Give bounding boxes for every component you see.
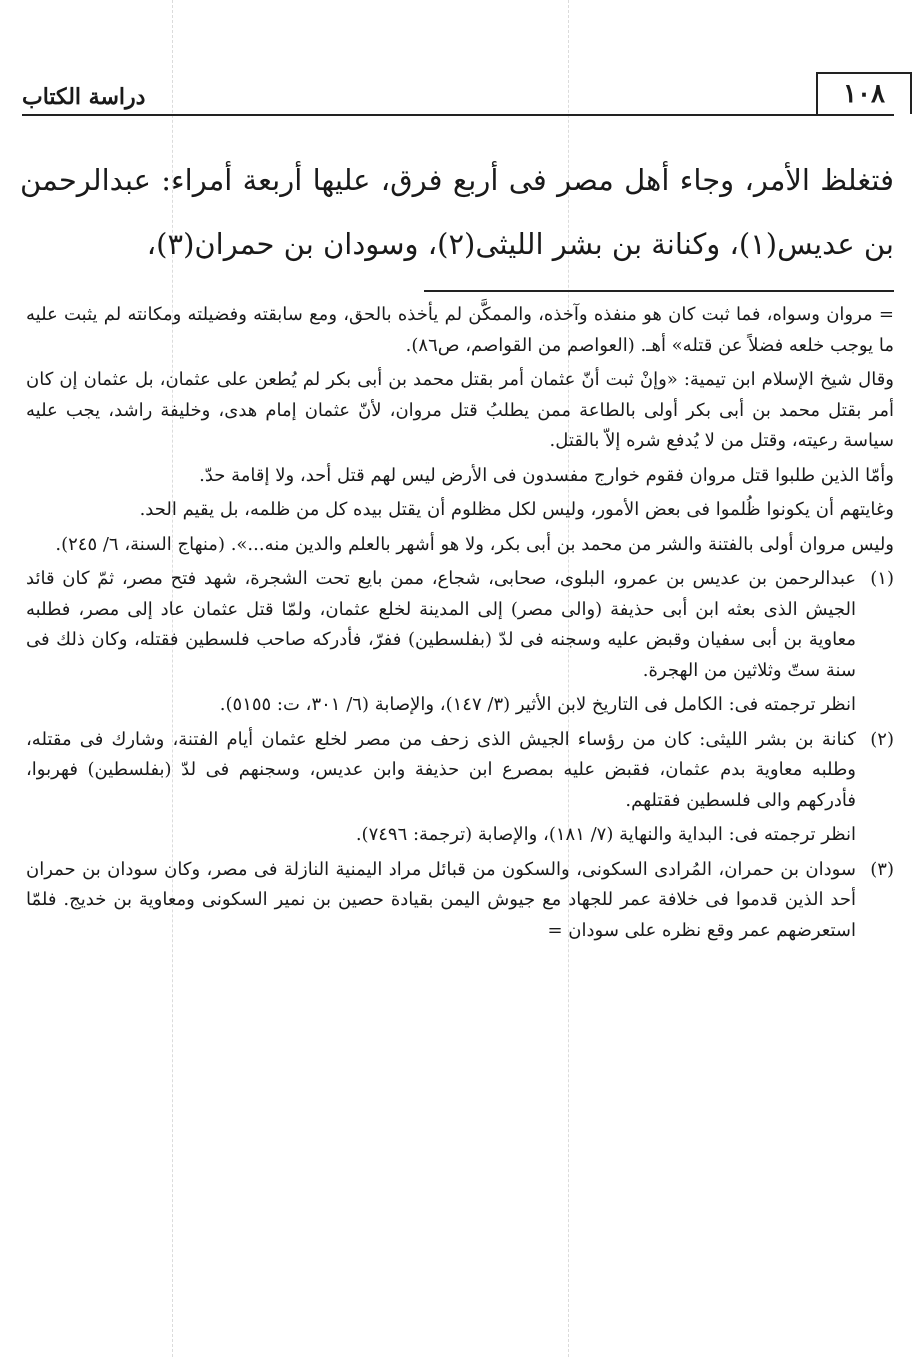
- footnote-separator: [424, 290, 894, 292]
- footnote-text: كنانة بن بشر الليثى: كان من رؤساء الجيش الذى زحف من مصر لخلع عثمان أيام الفتنة، وشارك فى مقتله، وطلبه معاوية بدم عثمان، فقبض عليه بمصرع ابن حذيفة وابن عديس، وسجنهم فى لدّ (بفلسطين) فهربوا، فأدركهم والى فلسطين فقتلهم.: [26, 728, 856, 811]
- footnote-number: (١): [870, 568, 894, 589]
- page-header: [22, 72, 885, 118]
- footnote-continuation: وغايتهم أن يكونوا ظُلموا فى بعض الأمور، وليس لكل مظلوم أن يقتل بيده كل من ظلمه، بل يقيم الحد.: [139, 499, 894, 520]
- running-head: دراسة الكتاب: [22, 84, 146, 110]
- footnote-1: [26, 564, 894, 721]
- footnote-continuation: = مروان وسواه، فما ثبت كان هو منفذه وآخذه، والممكَّن لم يأخذه بالحق، ومع سابقته وفضيلته ومكانته لم يثبت عليه ما يوجب خلعه فضلاً عن قتله» أهـ. (العواصم من القواصم، ص٨٦).: [26, 304, 894, 356]
- footnote-3: [26, 855, 894, 947]
- footnote-reference: انظر ترجمته فى: الكامل فى التاريخ لابن الأثير (٣/ ١٤٧)، والإصابة (٦/ ٣٠١، ت: ٥١٥٥).: [219, 694, 856, 715]
- page-number: ١٠٨: [816, 72, 912, 114]
- main-text: [20, 148, 894, 276]
- footnote-text: عبدالرحمن بن عديس بن عمرو، البلوى، صحابى، شجاع، ممن بايع تحت الشجرة، شهد فتح مصر، ثمّ كان قائد الجيش الذى بعثه ابن أبى حذيفة (والى مصر) إلى المدينة لخلع عثمان، ولمّا قتل عثمان عاد إلى مصر، فطلبه معاوية بن أبى سفيان وقبض عليه وسجنه فى لدّ (بفلسطين) ففرّ، فأدركه صاحب فلسطين فقتله، وكان ذلك فى سنة ستّ وثلاثين من الهجرة.: [26, 568, 856, 681]
- footnote-continuation: وليس مروان أولى بالفتنة والشر من محمد بن أبى بكر، ولا هو أشهر بالعلم والدين منه...». (منهاج السنة، ٦/ ٢٤٥).: [55, 533, 894, 555]
- footnote-text: سودان بن حمران، المُرادى السكونى، والسكون من قبائل مراد اليمنية النازلة فى مصر، وكان سودان بن حمران أحد الذين قدموا فى خلافة عمر للجهاد مع جيوش اليمن بقيادة حصين بن نمير السكونى ومعاوية بن خديج. فلمّا استعرضهم عمر وقع نظره على سودان =: [26, 858, 856, 941]
- footnote-reference: انظر ترجمته فى: البداية والنهاية (٧/ ١٨١)، والإصابة (ترجمة: ٧٤٩٦).: [355, 824, 856, 845]
- footnote-number: (٢): [870, 728, 894, 750]
- footnotes: [26, 300, 894, 950]
- footnote-2: [26, 725, 894, 851]
- main-paragraph: فتغلظ الأمر، وجاء أهل مصر فى أربع فرق، عليها أربعة أمراء: عبدالرحمن بن عديس(١)، وكنانة بن بشر الليثى(٢)، وسودان بن حمران(٣)،: [20, 163, 894, 261]
- footnote-number: (٣): [870, 858, 894, 880]
- header-rule: [22, 114, 894, 116]
- footnote-continuation: وأمّا الذين طلبوا قتل مروان فقوم خوارج مفسدون فى الأرض ليس لهم قتل أحد، ولا إقامة حدّ.: [199, 464, 894, 486]
- footnote-continuation: وقال شيخ الإسلام ابن تيمية: «وإنْ ثبت أنّ عثمان أمر بقتل محمد بن أبى بكر لم يُطعن على عثمان، بل عثمان إن كان أمر بقتل محمد بن أبى بكر أولى بالطاعة ممن يطلبُ قتل مروان، لأنّ عثمان إمام هدى، وخليفة راشد، يجب عليه سياسة رعيته، وقتل من لا يُدفع شره إلاّ بالقتل.: [26, 369, 894, 451]
